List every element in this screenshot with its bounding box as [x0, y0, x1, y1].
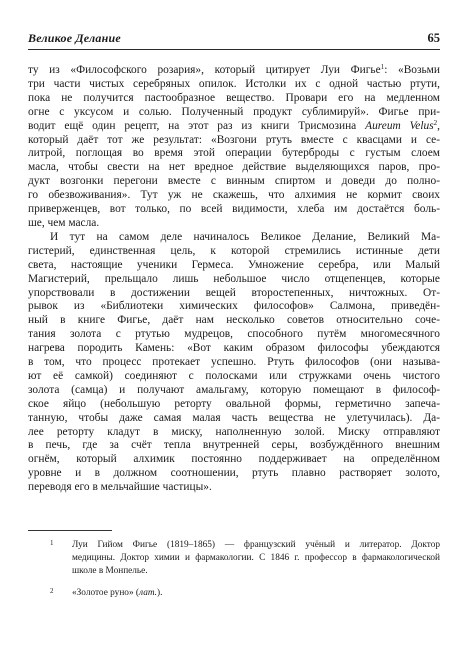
- paragraph-1: [28, 64, 440, 231]
- text-line: в печь, где за счёт тепла внутренней серы, возбуждённого внешним: [28, 439, 440, 452]
- book-title: Aureum Velus: [365, 119, 434, 132]
- text-line: огнём, который алхимик постоянно поддерживает на определённом: [28, 453, 440, 466]
- text-line: уровне и в должном соотношении, ртуть плавно растворяет золото,: [28, 467, 440, 480]
- footnote-mark: 2: [50, 587, 54, 595]
- text-line: ту из «Философского розария», который цитирует Луи Фигье$^1$: «Возьми: [28, 63, 440, 76]
- footnote-separator: [28, 530, 112, 531]
- text-line: ское яйцо (небольшую реторту овальной формы, герметично запеча-: [28, 397, 440, 410]
- text-line: ный в книге Фигье, даёт нам несколько советов относительно соче-: [28, 314, 440, 327]
- footnote-line: «Золотое руно» (лат.).: [72, 588, 163, 598]
- text-line: Магистерий, прельщало лишь небольшое число отщепенцев, которые: [28, 272, 440, 285]
- text-line: дукт возгонки перегони вместе с винным спиртом и доведи до полно-: [28, 175, 440, 188]
- paragraph-2: [28, 231, 440, 495]
- text-line: рывок из «Библиотеки химических философов» Салмона, приведён-: [28, 300, 440, 313]
- text-line: упорствовали в достижении вещей второстепенных, ничтожных. От-: [28, 286, 440, 299]
- text-line: гистерий, единственная цель, к которой стремились истинные дети: [28, 244, 440, 257]
- footnote-ref-2: 2: [433, 118, 438, 127]
- text-line: И тут на самом деле начиналось Великое Делание, Великий Ма-: [50, 230, 440, 243]
- text-line: ше, чем масла.: [28, 216, 100, 229]
- text-line: го обезвоживания». Тут уж не скажешь, что алхимия не кормит своих: [28, 189, 440, 202]
- text-line: огне с уксусом и солью. Полученный продукт сублимируй». Фигье при-: [28, 105, 440, 118]
- page-number: 65: [427, 31, 440, 45]
- page-header: [28, 31, 440, 49]
- text-line: ют её самкой) соединяют с полосками или стружками очень чистого: [28, 369, 440, 382]
- header-rule: [28, 49, 440, 50]
- footnote-mark: 1: [50, 539, 54, 547]
- text-line: золота (самца) и получают амальгаму, которую помещают в философ-: [28, 383, 440, 396]
- text-line: переводя его в мельчайшие частицы».: [28, 481, 212, 494]
- running-title: Великое Делание: [28, 31, 121, 45]
- text-line: в том, что процесс протекает успешно. Ртуть философов (они называ-: [28, 356, 440, 369]
- footnote-line: медицины. Доктор химии и фармакологии. С 1846 г. профессор в фармакологической: [72, 553, 440, 563]
- text-line: тания золота с ртутью мудрецов, способного путём многомесячного: [28, 328, 440, 341]
- text-line: масла, чтобы свести на нет вредное действие выделяющихся паров, про-: [28, 161, 440, 174]
- text-line: водит ещё один рецепт, на этот раз из книги Трисмозина Aureum Velus$^2$,: [28, 118, 441, 132]
- footnote-line: школе в Монпелье.: [72, 566, 148, 576]
- text-line: света, настоящие ученики Гермеса. Умножение серебра, или Малый: [28, 258, 440, 271]
- text-line: нагрева породить Камень: «Вот каким образом философы убеждаются: [28, 342, 440, 355]
- footnote-2: [28, 587, 440, 600]
- text-line: танную, чтобы даже самая малая часть вещества не улетучилась). Да-: [28, 411, 440, 424]
- text-line: три части чистых серебряных опилок. Истолки их с одной частью ртути,: [28, 77, 440, 90]
- main-text: [28, 64, 440, 495]
- footnote-ref-1: 1: [380, 63, 385, 71]
- text-line: пока не получится пастообразное вещество. Провари его на медленном: [28, 91, 440, 104]
- footnote-1: [28, 539, 440, 578]
- footnote-line: Луи Гийом Фигье (1819–1865) — французский учёный и литератор. Доктор: [72, 540, 440, 550]
- text-line: литрой, поглощая во время этой операции бутерброды с густым слоем: [28, 147, 440, 160]
- text-line: лее реторту кладут в миску, наполненную золой. Миску отправляют: [28, 425, 440, 438]
- text-line: приверженцев, вот только, по всей видимости, хлеба им достаётся боль-: [28, 203, 440, 216]
- footnotes: [28, 539, 440, 600]
- text-line: который даёт тот же результат: «Возгони ртуть вместе с квасцами и се-: [28, 133, 440, 146]
